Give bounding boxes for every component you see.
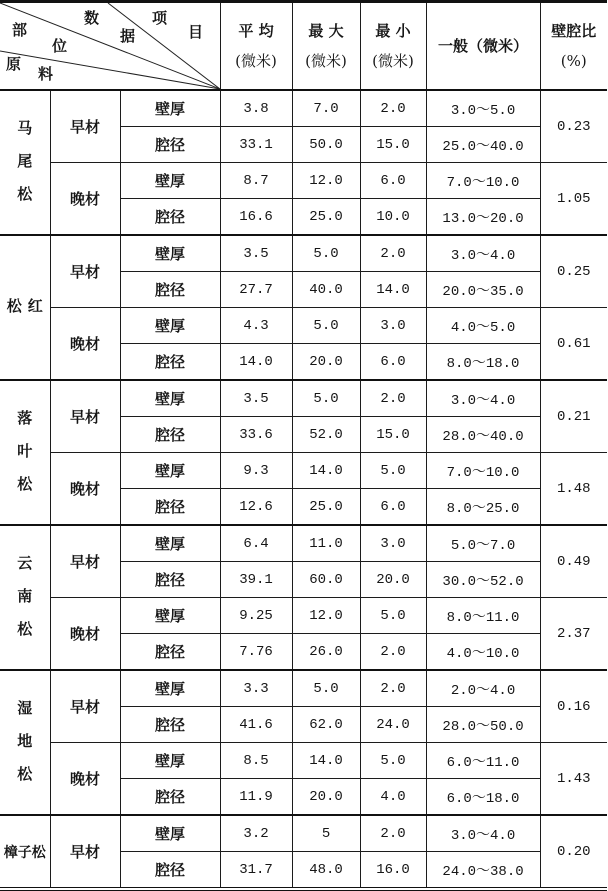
avg-value: 7.76 — [220, 634, 292, 671]
avg-value: 9.3 — [220, 453, 292, 489]
min-value: 15.0 — [360, 127, 426, 163]
max-value: 25.0 — [292, 199, 360, 236]
item-lumen-diameter: 腔径 — [120, 127, 220, 163]
item-lumen-diameter: 腔径 — [120, 489, 220, 526]
max-value: 12.0 — [292, 163, 360, 199]
avg-value: 14.0 — [220, 344, 292, 381]
species-cell — [0, 670, 50, 815]
item-wall-thickness: 壁厚 — [120, 670, 220, 707]
wall-lumen-ratio: 0.49 — [540, 525, 607, 598]
max-value: 5.0 — [292, 380, 360, 417]
general-range: 8.0～18.0 — [426, 344, 540, 381]
max-value: 12.0 — [292, 598, 360, 634]
table-row — [0, 815, 607, 852]
general-range: 4.0～5.0 — [426, 308, 540, 344]
item-wall-thickness: 壁厚 — [120, 598, 220, 634]
wall-lumen-ratio: 1.43 — [540, 743, 607, 816]
item-lumen-diameter: 腔径 — [120, 779, 220, 816]
wood-type-late: 晚材 — [50, 453, 120, 526]
item-lumen-diameter: 腔径 — [120, 417, 220, 453]
col-header-max-unit: (微米) — [305, 52, 347, 70]
item-wall-thickness: 壁厚 — [120, 815, 220, 852]
general-range: 3.0～5.0 — [426, 90, 540, 127]
general-range: 3.0～4.0 — [426, 235, 540, 272]
item-wall-thickness: 壁厚 — [120, 525, 220, 562]
max-value: 40.0 — [292, 272, 360, 308]
item-wall-thickness: 壁厚 — [120, 90, 220, 127]
avg-value: 8.7 — [220, 163, 292, 199]
general-range: 3.0～4.0 — [426, 380, 540, 417]
table-row — [0, 670, 607, 707]
min-value: 6.0 — [360, 163, 426, 199]
item-lumen-diameter: 腔径 — [120, 634, 220, 671]
avg-value: 3.8 — [220, 90, 292, 127]
col-header-ratio-unit: (%) — [560, 52, 587, 70]
table-row — [0, 308, 607, 344]
col-header-avg-unit: (微米) — [235, 52, 277, 70]
species-cell — [0, 90, 50, 235]
general-range: 8.0～11.0 — [426, 598, 540, 634]
item-lumen-diameter: 腔径 — [120, 199, 220, 236]
species-cell — [0, 235, 50, 380]
max-value: 60.0 — [292, 562, 360, 598]
species-name: 马尾松 — [15, 120, 34, 219]
max-value: 48.0 — [292, 852, 360, 890]
table-row — [0, 453, 607, 489]
min-value: 2.0 — [360, 634, 426, 671]
max-value: 5.0 — [292, 670, 360, 707]
col-header-min-label: 最 小 — [375, 22, 411, 40]
col-header-max-label: 最 大 — [308, 22, 344, 40]
col-header-max — [292, 2, 360, 91]
min-value: 3.0 — [360, 525, 426, 562]
max-value: 20.0 — [292, 344, 360, 381]
min-value: 4.0 — [360, 779, 426, 816]
general-range: 3.0～4.0 — [426, 815, 540, 852]
min-value: 2.0 — [360, 235, 426, 272]
general-range: 7.0～10.0 — [426, 163, 540, 199]
max-value: 7.0 — [292, 90, 360, 127]
min-value: 6.0 — [360, 489, 426, 526]
min-value: 16.0 — [360, 852, 426, 890]
avg-value: 11.9 — [220, 779, 292, 816]
diagonal-header-cell — [0, 2, 220, 91]
item-lumen-diameter: 腔径 — [120, 852, 220, 890]
species-cell — [0, 815, 50, 889]
min-value: 15.0 — [360, 417, 426, 453]
avg-value: 4.3 — [220, 308, 292, 344]
general-range: 28.0～40.0 — [426, 417, 540, 453]
corner-item-char-1: 项 — [152, 9, 168, 27]
avg-value: 33.6 — [220, 417, 292, 453]
col-header-avg-label: 平 均 — [238, 22, 274, 40]
avg-value: 33.1 — [220, 127, 292, 163]
max-value: 50.0 — [292, 127, 360, 163]
wood-type-early: 早材 — [50, 235, 120, 308]
item-wall-thickness: 壁厚 — [120, 453, 220, 489]
wood-type-early: 早材 — [50, 380, 120, 453]
avg-value: 8.5 — [220, 743, 292, 779]
avg-value: 3.5 — [220, 380, 292, 417]
species-name: 樟子松 — [3, 844, 46, 861]
avg-value: 39.1 — [220, 562, 292, 598]
wall-lumen-ratio: 0.21 — [540, 380, 607, 453]
wood-type-late: 晚材 — [50, 743, 120, 816]
general-range: 6.0～11.0 — [426, 743, 540, 779]
wood-type-early: 早材 — [50, 815, 120, 889]
min-value: 6.0 — [360, 344, 426, 381]
wall-lumen-ratio: 0.61 — [540, 308, 607, 381]
item-lumen-diameter: 腔径 — [120, 344, 220, 381]
item-wall-thickness: 壁厚 — [120, 163, 220, 199]
general-range: 30.0～52.0 — [426, 562, 540, 598]
corner-item-char-2: 目 — [188, 23, 204, 41]
avg-value: 16.6 — [220, 199, 292, 236]
wall-lumen-ratio: 0.25 — [540, 235, 607, 308]
corner-part-char-1: 部 — [12, 21, 28, 39]
table-row — [0, 380, 607, 417]
wood-type-early: 早材 — [50, 670, 120, 743]
wood-type-late: 晚材 — [50, 163, 120, 236]
max-value: 25.0 — [292, 489, 360, 526]
table-row — [0, 525, 607, 562]
col-header-ratio — [540, 2, 607, 91]
max-value: 5.0 — [292, 308, 360, 344]
min-value: 5.0 — [360, 453, 426, 489]
col-header-general-label: 一般（微米） — [438, 37, 529, 55]
species-name: 红松 — [4, 298, 44, 365]
avg-value: 12.6 — [220, 489, 292, 526]
item-wall-thickness: 壁厚 — [120, 380, 220, 417]
corner-data-char-1: 数 — [84, 9, 100, 27]
min-value: 2.0 — [360, 670, 426, 707]
general-range: 8.0～25.0 — [426, 489, 540, 526]
wall-lumen-ratio: 1.05 — [540, 163, 607, 236]
general-range: 6.0～18.0 — [426, 779, 540, 816]
general-range: 4.0～10.0 — [426, 634, 540, 671]
general-range: 25.0～40.0 — [426, 127, 540, 163]
min-value: 10.0 — [360, 199, 426, 236]
diagonal-header — [0, 3, 220, 89]
avg-value: 3.2 — [220, 815, 292, 852]
min-value: 24.0 — [360, 707, 426, 743]
species-name: 湿地松 — [15, 700, 34, 799]
wall-lumen-ratio: 2.37 — [540, 598, 607, 671]
wood-type-late: 晚材 — [50, 308, 120, 381]
diagonal-lines — [0, 3, 220, 89]
general-range: 13.0～20.0 — [426, 199, 540, 236]
table-row — [0, 163, 607, 199]
avg-value: 27.7 — [220, 272, 292, 308]
table-row — [0, 235, 607, 272]
col-header-min — [360, 2, 426, 91]
max-value: 14.0 — [292, 453, 360, 489]
general-range: 24.0～38.0 — [426, 852, 540, 890]
avg-value: 3.3 — [220, 670, 292, 707]
species-cell — [0, 525, 50, 670]
max-value: 14.0 — [292, 743, 360, 779]
max-value: 5 — [292, 815, 360, 852]
species-name: 云南松 — [15, 555, 34, 654]
wood-type-early: 早材 — [50, 90, 120, 163]
avg-value: 9.25 — [220, 598, 292, 634]
max-value: 52.0 — [292, 417, 360, 453]
general-range: 28.0～50.0 — [426, 707, 540, 743]
wall-lumen-ratio: 0.16 — [540, 670, 607, 743]
max-value: 20.0 — [292, 779, 360, 816]
min-value: 2.0 — [360, 815, 426, 852]
max-value: 5.0 — [292, 235, 360, 272]
avg-value: 3.5 — [220, 235, 292, 272]
min-value: 14.0 — [360, 272, 426, 308]
item-lumen-diameter: 腔径 — [120, 272, 220, 308]
col-header-avg — [220, 2, 292, 91]
min-value: 5.0 — [360, 743, 426, 779]
avg-value: 6.4 — [220, 525, 292, 562]
max-value: 62.0 — [292, 707, 360, 743]
wood-type-early: 早材 — [50, 525, 120, 598]
corner-data-char-2: 据 — [120, 27, 136, 45]
species-cell — [0, 380, 50, 525]
col-header-ratio-label: 壁腔比 — [551, 22, 597, 40]
wall-lumen-ratio: 1.48 — [540, 453, 607, 526]
table-row — [0, 90, 607, 127]
corner-material-char-2: 料 — [38, 65, 54, 83]
max-value: 11.0 — [292, 525, 360, 562]
min-value: 3.0 — [360, 308, 426, 344]
item-lumen-diameter: 腔径 — [120, 707, 220, 743]
max-value: 26.0 — [292, 634, 360, 671]
corner-part-char-2: 位 — [52, 37, 68, 55]
table-row — [0, 743, 607, 779]
general-range: 2.0～4.0 — [426, 670, 540, 707]
wall-lumen-ratio: 0.20 — [540, 815, 607, 889]
min-value: 2.0 — [360, 90, 426, 127]
item-wall-thickness: 壁厚 — [120, 235, 220, 272]
wood-type-late: 晚材 — [50, 598, 120, 671]
wall-lumen-ratio: 0.23 — [540, 90, 607, 163]
avg-value: 41.6 — [220, 707, 292, 743]
min-value: 20.0 — [360, 562, 426, 598]
item-lumen-diameter: 腔径 — [120, 562, 220, 598]
min-value: 2.0 — [360, 380, 426, 417]
item-wall-thickness: 壁厚 — [120, 308, 220, 344]
general-range: 7.0～10.0 — [426, 453, 540, 489]
min-value: 5.0 — [360, 598, 426, 634]
item-wall-thickness: 壁厚 — [120, 743, 220, 779]
avg-value: 31.7 — [220, 852, 292, 890]
header-row — [0, 2, 607, 91]
col-header-min-unit: (微米) — [372, 52, 414, 70]
col-header-general — [426, 2, 540, 91]
corner-material-char-1: 原 — [6, 55, 22, 73]
general-range: 20.0～35.0 — [426, 272, 540, 308]
species-name: 落叶松 — [15, 410, 34, 509]
table-row — [0, 598, 607, 634]
general-range: 5.0～7.0 — [426, 525, 540, 562]
